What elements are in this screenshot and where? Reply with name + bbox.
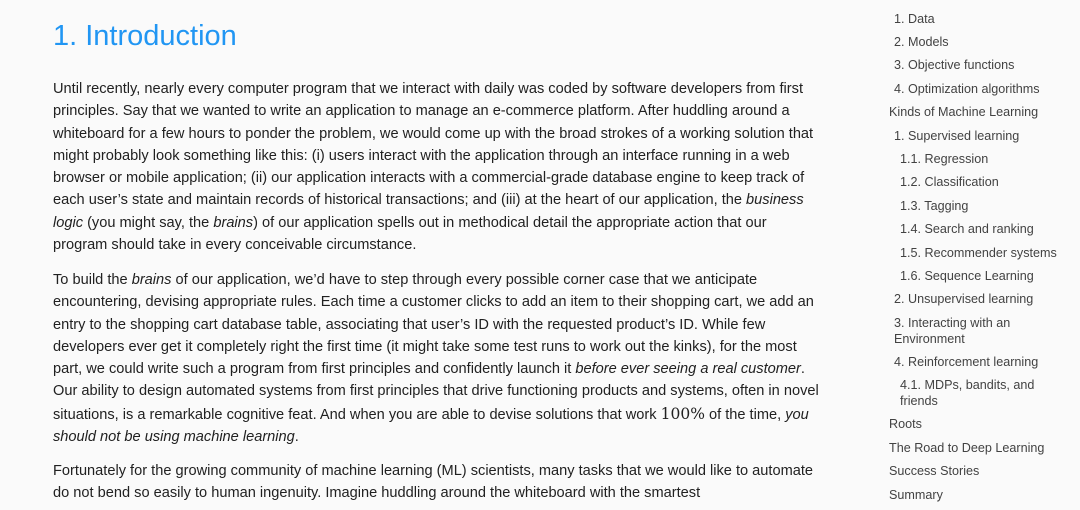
toc-item-data[interactable]: 1. Data — [894, 12, 935, 26]
toc-item-road-to-deep-learning[interactable]: The Road to Deep Learning — [889, 441, 1045, 455]
emphasis-text: business logic — [53, 192, 804, 231]
text-run: of our application, we’d have to step through every possible corner case that we anticipate encountering, devising appropriate rules. Each time a customer clicks to add an item to their shopping cart, we add an entry to the shopping cart database table, associating that user’s ID with the requested product’s ID. While few developers ever get it completely right the first time (it might take some test runs to work out the kinks), for the most part, we could write such a program from first principles and confidently launch it — [53, 272, 814, 378]
page-title: 1. Introduction — [53, 20, 237, 52]
text-run: Fortunately for the growing community of machine learning (ML) scientists, many tasks that we would like to automate do not bend so easily to human ingenuity. Imagine huddling around the whiteboard with the smartest — [53, 463, 814, 502]
text-run: Until recently, nearly every computer program that we interact with daily was coded by software developers from first principles. Say that we wanted to write an application to manage an e-commerce platform. After huddling around a whiteboard for a few hours to ponder the problem, we would come up with the broad strokes of a working solution that might probably look something like this: (i) users interact with the application through an interface running in a web browser or mobile application; (ii) our application interacts with a commercial-grade database engine to keep track of each user’s state and maintain records of historical transactions; and (iii) at the heart of our application, the — [53, 81, 814, 209]
toc-item-tagging[interactable]: 1.3. Tagging — [900, 199, 969, 213]
toc-item-roots[interactable]: Roots — [889, 417, 922, 431]
toc-item-reinforcement-learning[interactable]: 4. Reinforcement learning — [894, 355, 1039, 369]
toc-item-classification[interactable]: 1.2. Classification — [900, 175, 999, 189]
text-run: . — [294, 429, 299, 446]
paragraph-3 — [53, 460, 821, 505]
text-run: To build the — [53, 272, 132, 288]
text-run: ) of our application spells out in methodical detail the appropriate action that our program should take in every conceivable circumstance. — [53, 214, 767, 254]
toc-item-unsupervised-learning[interactable]: 2. Unsupervised learning — [894, 292, 1034, 306]
math-expression: 100% — [660, 404, 705, 423]
toc-item-mdps-bandits[interactable]: 4.1. MDPs, bandits, and friends — [900, 378, 1035, 408]
toc-item-kinds-of-ml[interactable]: Kinds of Machine Learning — [889, 105, 1039, 119]
toc-item-search-and-ranking[interactable]: 1.4. Search and ranking — [900, 222, 1034, 236]
text-run: . Our ability to design automated systems from first principles that drive functioning products and systems, often in novel situations, is a remarkable cognitive feat. And when you are able to devise solutions that work — [53, 361, 819, 423]
toc-item-sequence-learning[interactable]: 1.6. Sequence Learning — [900, 269, 1034, 283]
toc-item-success-stories[interactable]: Success Stories — [889, 464, 980, 478]
toc-item-objective-functions[interactable]: 3. Objective functions — [894, 58, 1015, 72]
emphasis-text: brains — [213, 214, 254, 231]
toc-item-models[interactable]: 2. Models — [894, 35, 949, 49]
toc-item-optimization-algorithms[interactable]: 4. Optimization algorithms — [894, 82, 1040, 96]
emphasis-text: before ever seeing a real customer — [575, 361, 801, 378]
toc-item-regression[interactable]: 1.1. Regression — [900, 152, 989, 166]
paragraph-2 — [53, 269, 821, 448]
toc-item-recommender-systems[interactable]: 1.5. Recommender systems — [900, 246, 1057, 260]
emphasis-text: brains — [131, 272, 172, 288]
emphasis-text: you should not be using machine learning — [53, 406, 809, 446]
text-run: (you might say, the — [83, 214, 214, 231]
text-run: of the time, — [704, 406, 786, 423]
table-of-contents — [882, 0, 1080, 510]
toc-item-summary[interactable]: Summary — [889, 488, 943, 502]
paragraph-1 — [53, 78, 821, 256]
toc-item-supervised-learning[interactable]: 1. Supervised learning — [894, 129, 1020, 143]
toc-item-interacting-with-environment[interactable]: 3. Interacting with an Environment — [894, 316, 1011, 346]
